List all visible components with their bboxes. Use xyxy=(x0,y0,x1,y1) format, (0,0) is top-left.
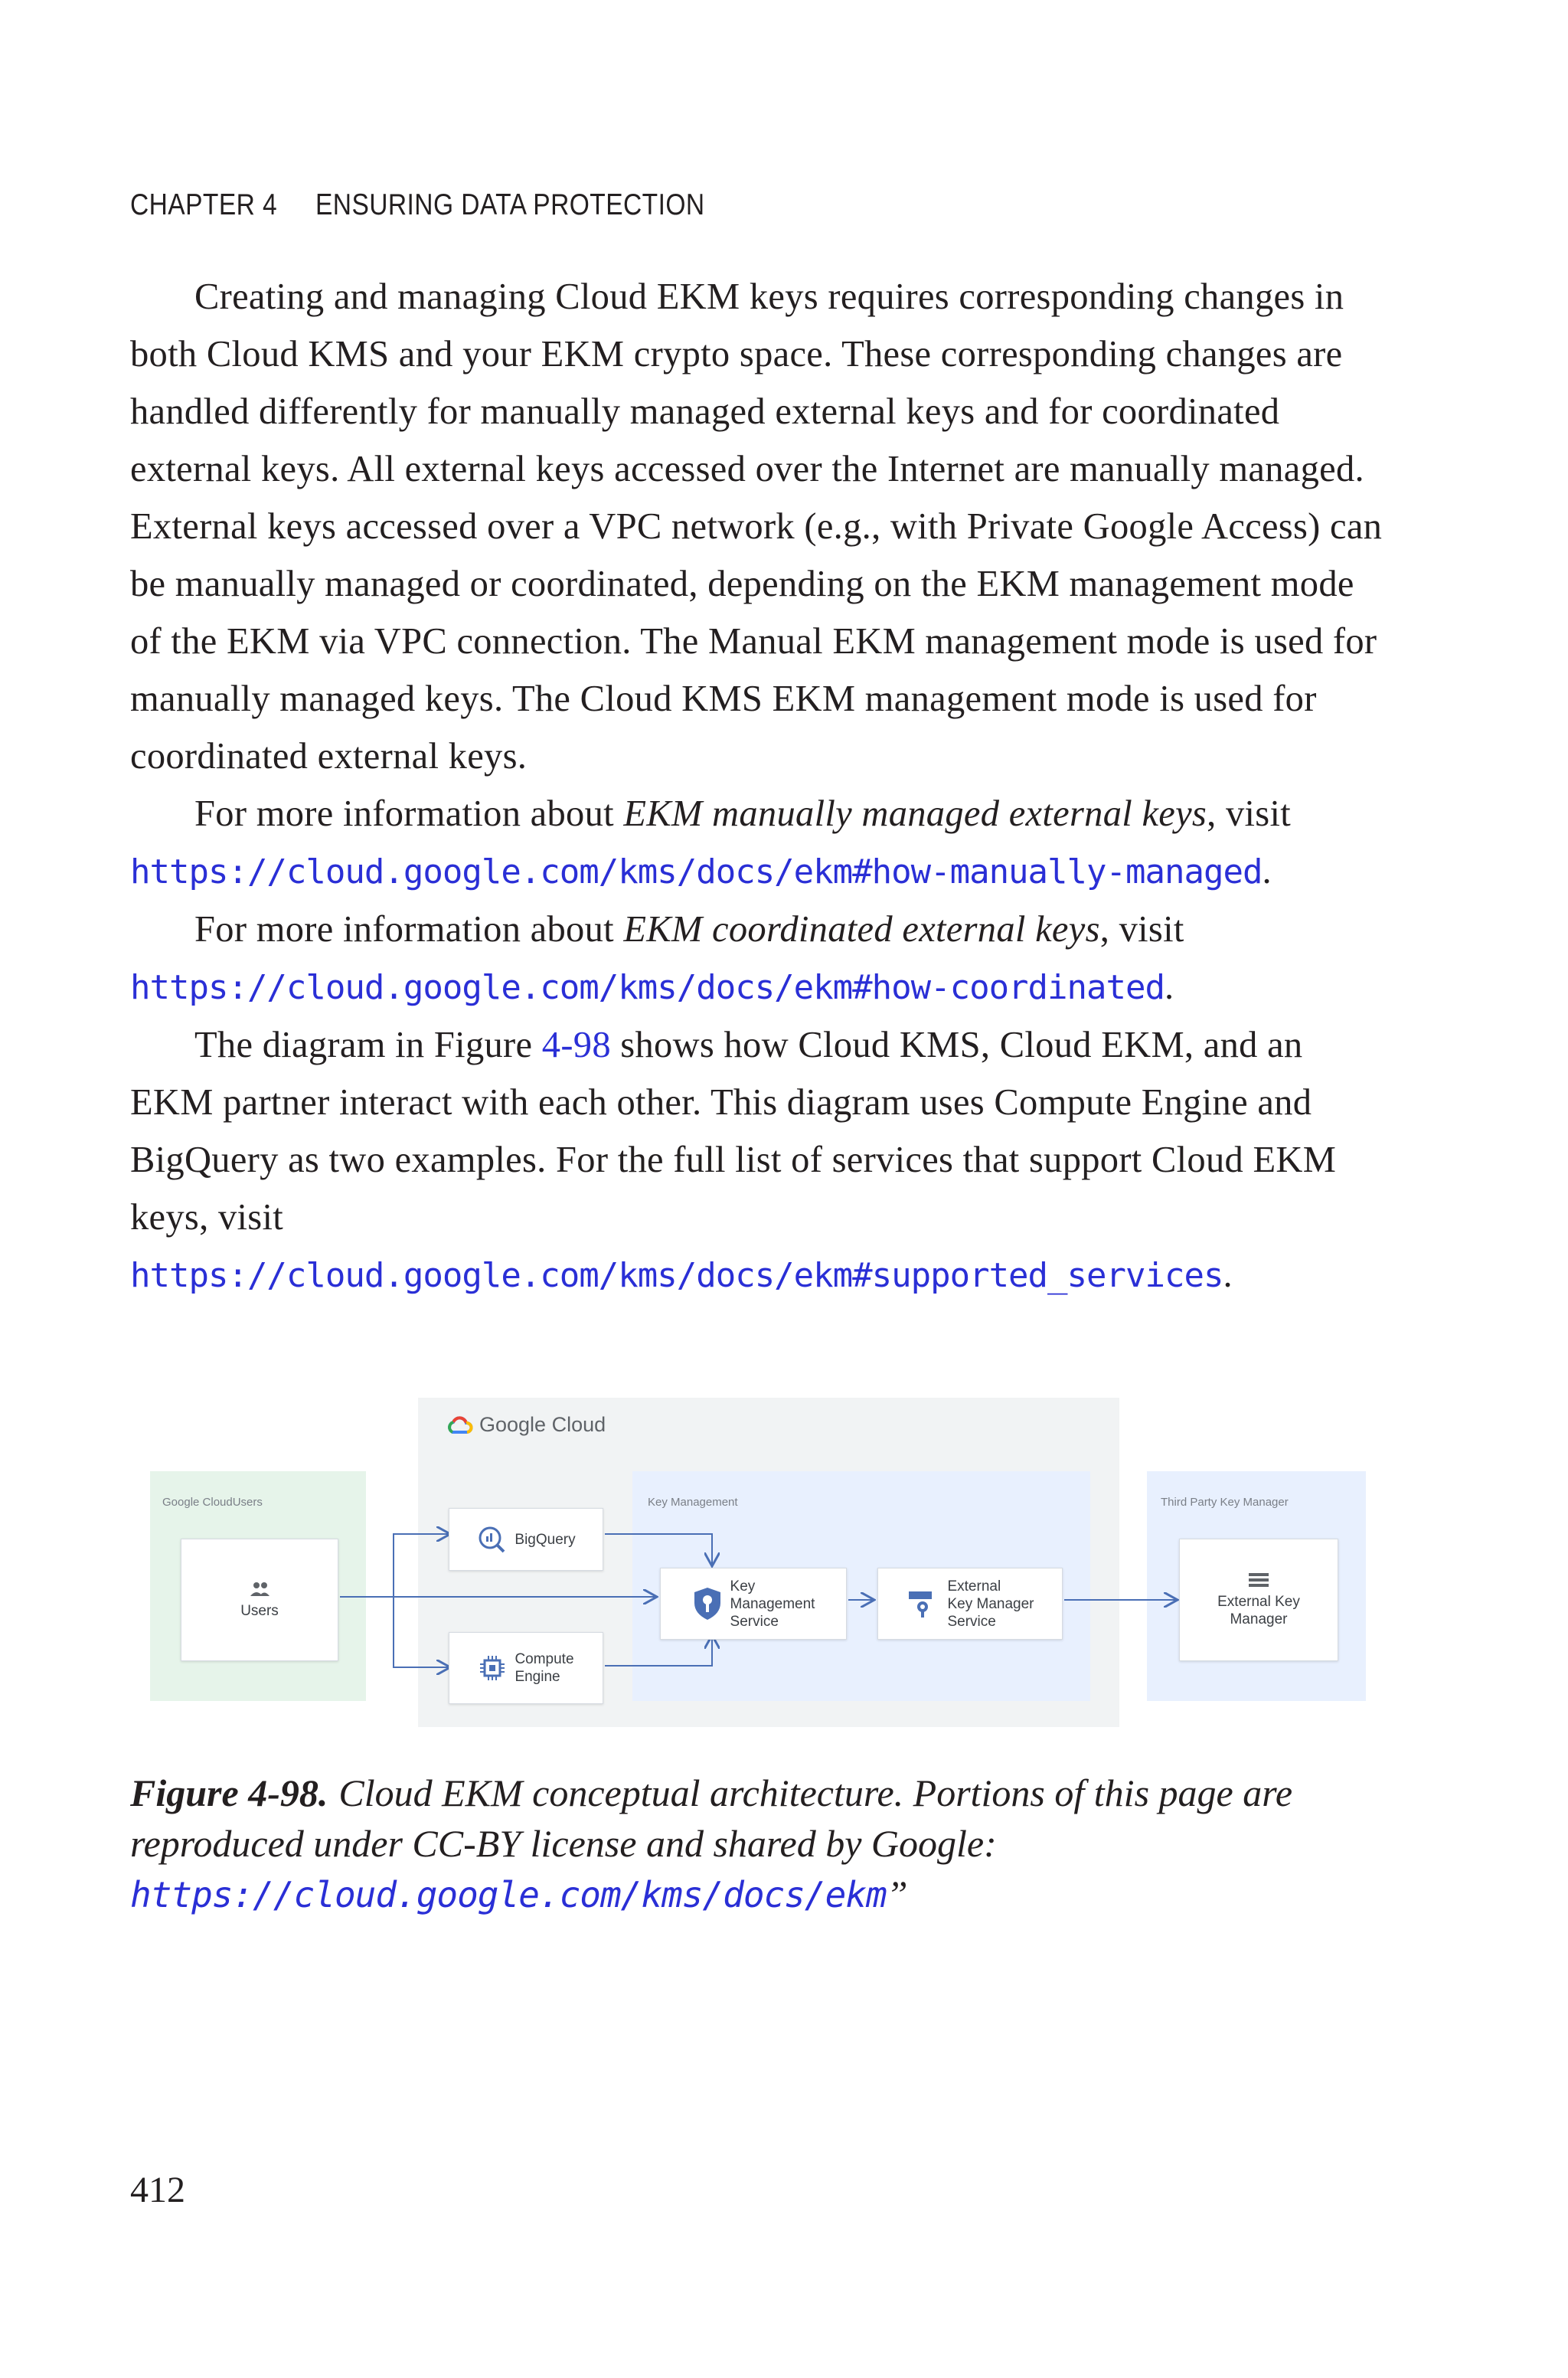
external-key-manager-label: External Key Manager xyxy=(1217,1594,1300,1627)
third-party-zone-label: Third Party Key Manager xyxy=(1161,1496,1289,1509)
chapter-label: CHAPTER 4 xyxy=(130,188,278,221)
running-header xyxy=(130,188,704,222)
text: , visit xyxy=(1207,793,1292,834)
users-node xyxy=(181,1539,338,1661)
text: . xyxy=(1223,1254,1233,1295)
arrow-compute-to-kms xyxy=(605,1637,712,1666)
external-key-manager-node xyxy=(1179,1539,1338,1661)
google-cloud-title: Google Cloud xyxy=(479,1413,606,1436)
users-zone-label: Google CloudUsers xyxy=(162,1496,263,1509)
text: . xyxy=(1262,851,1272,891)
paragraph-4 xyxy=(130,1016,1386,1304)
link-coordinated[interactable]: https://cloud.google.com/kms/docs/ekm#how-coordinated xyxy=(130,968,1165,1007)
compute-engine-icon xyxy=(478,1653,507,1683)
page-number: 412 xyxy=(130,2170,185,2210)
body-text xyxy=(130,268,1386,1304)
figure-reference-link[interactable]: 4-98 xyxy=(541,1025,611,1065)
link-manually-managed[interactable]: https://cloud.google.com/kms/docs/ekm#how-manually-managed xyxy=(130,852,1263,891)
arrow-to-bigquery xyxy=(394,1534,449,1597)
key-management-zone-label: Key Management xyxy=(648,1496,738,1509)
link-supported-services[interactable]: https://cloud.google.com/kms/docs/ekm#supported_services xyxy=(130,1256,1223,1295)
caption-link[interactable]: https://cloud.google.com/kms/docs/ekm xyxy=(130,1874,887,1915)
architecture-diagram xyxy=(145,1398,1370,1735)
compute-engine-node xyxy=(449,1632,603,1704)
ekms-label: External Key Manager Service xyxy=(947,1578,1034,1630)
text: For more information about xyxy=(194,793,624,834)
users-label: Users xyxy=(240,1602,279,1619)
kms-node xyxy=(660,1568,847,1640)
kms-label: Key Management Service xyxy=(730,1578,815,1630)
external-key-icon xyxy=(906,1588,939,1619)
paragraph-3 xyxy=(130,901,1386,1016)
text: shows how Cloud KMS, Cloud EKM, and an EKM partner interact with each other. This diagram uses Compute Engine and BigQuery as two examples. For the full list of services that support Cloud EKM keys, visit xyxy=(130,1025,1337,1238)
shield-key-icon xyxy=(692,1586,723,1621)
bigquery-node xyxy=(449,1508,603,1571)
figure-caption xyxy=(130,1768,1416,1920)
bigquery-icon xyxy=(476,1524,507,1555)
emphasis: EKM manually managed external keys xyxy=(623,793,1207,834)
compute-engine-label: Compute Engine xyxy=(514,1651,574,1685)
text: , visit xyxy=(1099,909,1184,950)
caption-end: ” xyxy=(886,1873,908,1915)
paragraph-1: Creating and managing Cloud EKM keys requires corresponding changes in both Cloud KMS and your EKM crypto space. These corresponding changes are handled differently for manually managed external keys and for coordinated external keys. All external keys accessed over the Internet are manually managed. External keys accessed over a VPC network (e.g., with Private Google Access) can be manually managed or coordinated, depending on the EKM management mode of the EKM via VPC connection. The Manual EKM management mode is used for manually managed keys. The Cloud KMS EKM management mode is used for coordinated external keys. xyxy=(130,276,1383,777)
ekms-node xyxy=(877,1568,1063,1640)
paragraph-2 xyxy=(130,785,1386,901)
text: . xyxy=(1164,967,1174,1007)
figure-label: Figure 4-98. xyxy=(130,1771,328,1814)
users-icon xyxy=(248,1581,271,1598)
list-icon xyxy=(1247,1572,1270,1588)
bigquery-label: BigQuery xyxy=(514,1531,576,1548)
arrow-bigquery-to-kms xyxy=(605,1534,712,1565)
text: For more information about xyxy=(194,909,624,950)
arrow-to-compute xyxy=(394,1597,449,1667)
emphasis: EKM coordinated external keys xyxy=(623,909,1100,950)
text: The diagram in Figure xyxy=(194,1025,542,1065)
caption-text: Cloud EKM conceptual architecture. Portions of this page are reproduced under CC-BY license and shared by Google: xyxy=(130,1771,1293,1865)
chapter-title: ENSURING DATA PROTECTION xyxy=(315,188,705,221)
